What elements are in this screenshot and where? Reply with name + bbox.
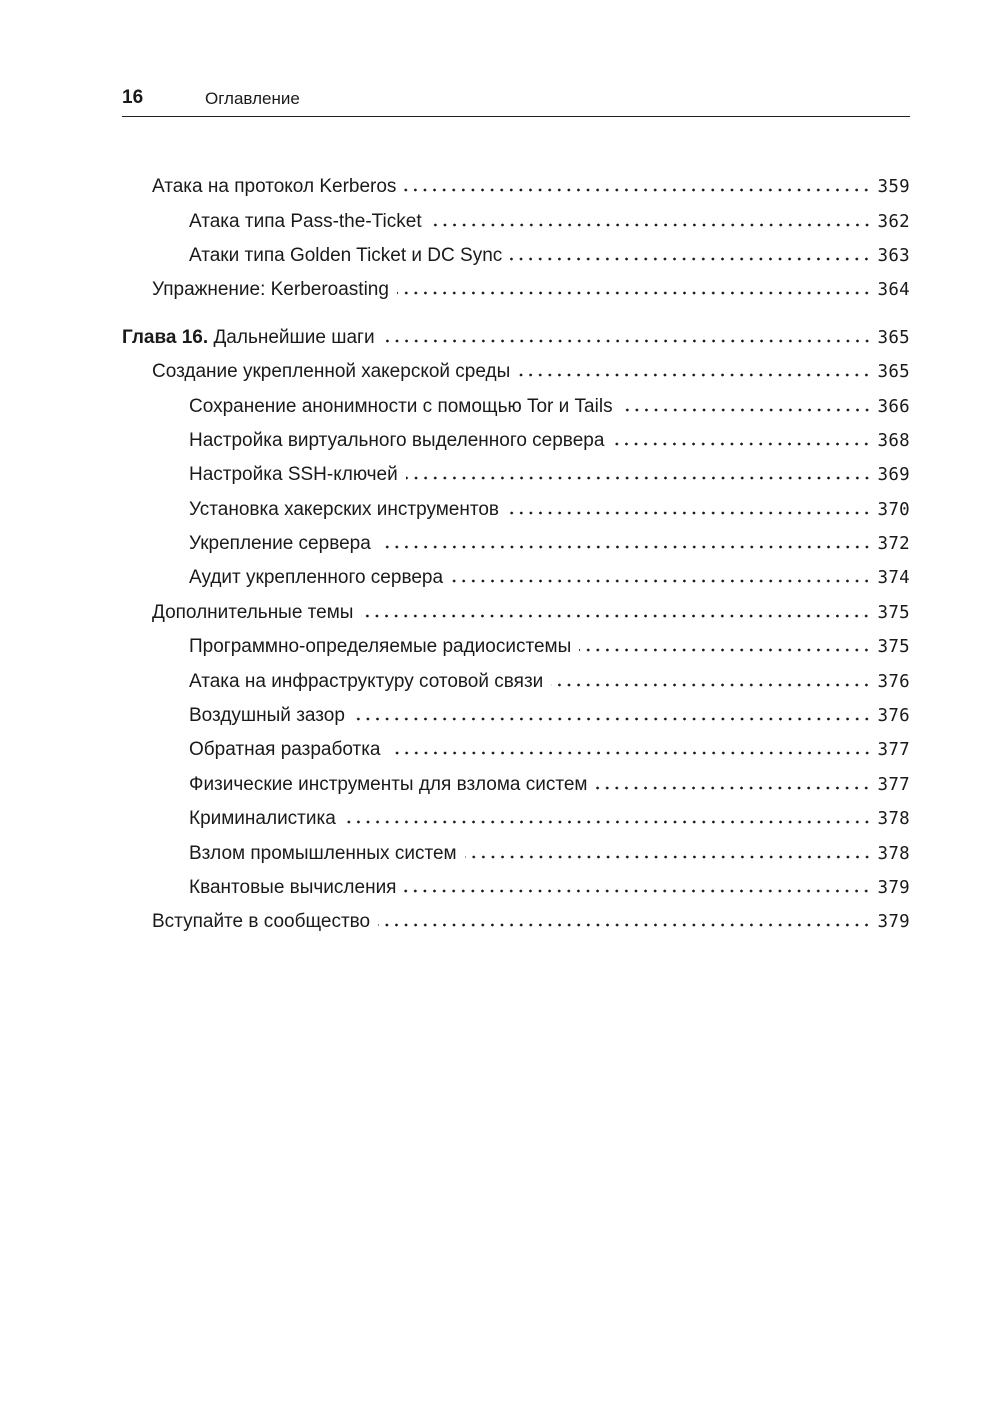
dot-leader bbox=[612, 434, 871, 453]
toc-entry-title bbox=[189, 533, 371, 555]
dot-leader bbox=[551, 675, 871, 694]
dot-leader bbox=[579, 641, 871, 660]
toc-title-text: Настройка SSH-ключей bbox=[189, 464, 398, 486]
toc-entry-title bbox=[189, 877, 396, 899]
toc-entry[interactable] bbox=[122, 204, 910, 238]
toc-entry[interactable] bbox=[122, 170, 910, 204]
toc-entry-title bbox=[189, 430, 604, 452]
toc-entry-title bbox=[189, 739, 381, 761]
dot-leader bbox=[451, 572, 871, 591]
toc-entry-title bbox=[152, 602, 353, 624]
toc-entry-title bbox=[152, 176, 396, 198]
toc-page-number: 364 bbox=[877, 280, 910, 301]
dot-leader bbox=[595, 778, 871, 797]
toc-title-text: Взлом промышленных систем bbox=[189, 842, 457, 864]
toc-entry[interactable] bbox=[122, 389, 910, 423]
toc-entry[interactable] bbox=[122, 630, 910, 664]
toc-entry[interactable] bbox=[122, 273, 910, 307]
toc-entry[interactable] bbox=[122, 493, 910, 527]
toc-title-text: Программно-определяемые радиосистемы bbox=[189, 636, 572, 658]
toc-entry[interactable] bbox=[122, 699, 910, 733]
toc-title-text: Атака типа Pass-the-Ticket bbox=[189, 210, 422, 232]
toc-title-text: Физические инструменты для взлома систем bbox=[189, 773, 588, 795]
toc-entry-title bbox=[189, 636, 571, 658]
toc-entry-title bbox=[189, 705, 345, 727]
toc-entry[interactable] bbox=[122, 664, 910, 698]
chapter-label: Глава 16. bbox=[122, 326, 209, 348]
toc-entry-title bbox=[189, 808, 336, 830]
toc-page-number: 378 bbox=[877, 809, 910, 830]
toc-page-number: 377 bbox=[877, 740, 910, 761]
toc-page-number: 359 bbox=[877, 177, 910, 198]
toc-entry-title bbox=[189, 464, 398, 486]
dot-leader bbox=[510, 249, 871, 268]
toc-entry[interactable] bbox=[122, 239, 910, 273]
page-number: 16 bbox=[122, 87, 144, 108]
toc-entry-title bbox=[152, 279, 389, 301]
toc-entry[interactable] bbox=[122, 871, 910, 905]
toc-page-number: 374 bbox=[877, 568, 910, 589]
toc-title-text: Дополнительные темы bbox=[152, 601, 354, 623]
dot-leader bbox=[465, 847, 872, 866]
dot-leader bbox=[404, 882, 871, 901]
toc-entry-title bbox=[189, 567, 443, 589]
toc-entry-title bbox=[122, 327, 375, 349]
toc-page-number: 362 bbox=[877, 211, 910, 232]
toc-title-text: Атаки типа Golden Ticket и DC Sync bbox=[189, 244, 503, 266]
toc-page-number: 365 bbox=[877, 327, 910, 348]
toc-entry[interactable] bbox=[122, 561, 910, 595]
toc-entry[interactable] bbox=[122, 836, 910, 870]
toc-title-text: Создание укрепленной хакерской среды bbox=[152, 361, 511, 383]
toc-page-number: 369 bbox=[877, 465, 910, 486]
toc-page-number: 379 bbox=[877, 878, 910, 898]
toc-entry[interactable] bbox=[122, 768, 910, 802]
toc-title-text: Дальнейшие шаги bbox=[213, 326, 375, 348]
toc-page-number: 376 bbox=[877, 706, 910, 727]
dot-leader bbox=[406, 469, 872, 488]
dot-leader bbox=[507, 503, 871, 522]
toc-entry[interactable] bbox=[122, 424, 910, 458]
toc-entry-title bbox=[189, 671, 543, 693]
toc-entry[interactable] bbox=[122, 905, 910, 939]
dot-leader bbox=[353, 710, 872, 729]
toc-title-text: Атака на инфраструктуру сотовой связи bbox=[189, 670, 544, 692]
toc-title-text: Квантовые вычисления bbox=[189, 877, 397, 898]
toc-entry[interactable] bbox=[122, 802, 910, 836]
toc-entry-title bbox=[189, 396, 613, 418]
running-title: Оглавление bbox=[205, 89, 300, 108]
table-of-contents bbox=[122, 170, 910, 940]
dot-leader bbox=[378, 916, 871, 935]
dot-leader bbox=[430, 215, 872, 234]
toc-title-text: Упражнение: Kerberoasting bbox=[152, 279, 389, 301]
toc-page-number: 372 bbox=[877, 534, 910, 555]
toc-page-number: 375 bbox=[877, 602, 910, 623]
toc-page-number: 378 bbox=[877, 843, 910, 864]
page-header bbox=[122, 86, 910, 117]
toc-page-number: 366 bbox=[877, 396, 910, 417]
toc-title-text: Сохранение анонимности с помощью Tor и Tails bbox=[189, 395, 613, 417]
toc-entry-title bbox=[152, 361, 510, 383]
toc-entry[interactable] bbox=[122, 355, 910, 389]
toc-entry[interactable] bbox=[122, 527, 910, 561]
dot-leader bbox=[361, 606, 871, 625]
toc-page-number: 363 bbox=[877, 245, 910, 266]
dot-leader bbox=[344, 813, 872, 832]
toc-entry-title bbox=[152, 911, 370, 933]
toc-entry-title bbox=[189, 499, 499, 521]
toc-entry[interactable] bbox=[122, 458, 910, 492]
toc-page-number: 376 bbox=[877, 671, 910, 692]
toc-entry[interactable] bbox=[122, 596, 910, 630]
toc-page-number: 365 bbox=[877, 362, 910, 383]
toc-entry-title bbox=[189, 211, 422, 233]
dot-leader bbox=[404, 181, 871, 200]
toc-page-number: 379 bbox=[877, 912, 910, 933]
dot-leader bbox=[518, 366, 871, 385]
toc-title-text: Обратная разработка bbox=[189, 739, 381, 761]
toc-entry-title bbox=[189, 843, 457, 865]
dot-leader bbox=[383, 331, 872, 350]
toc-title-text: Воздушный зазор bbox=[189, 705, 345, 727]
dot-leader bbox=[389, 744, 872, 763]
toc-title-text: Атака на протокол Kerberos bbox=[152, 176, 397, 198]
dot-leader bbox=[621, 400, 872, 419]
toc-title-text: Аудит укрепленного сервера bbox=[189, 567, 444, 589]
toc-title-text: Настройка виртуального выделенного сервера bbox=[189, 429, 605, 451]
toc-entry[interactable] bbox=[122, 733, 910, 767]
toc-title-text: Укрепление сервера bbox=[189, 533, 371, 555]
toc-entry-title bbox=[189, 245, 502, 267]
toc-title-text: Криминалистика bbox=[189, 808, 336, 830]
toc-page-number: 368 bbox=[877, 430, 910, 451]
toc-page-number: 370 bbox=[877, 499, 910, 520]
toc-title-text: Вступайте в сообщество bbox=[152, 911, 371, 933]
toc-title-text: Установка хакерских инструментов bbox=[189, 498, 500, 520]
toc-chapter-entry[interactable] bbox=[122, 321, 910, 355]
dot-leader bbox=[379, 538, 872, 557]
toc-entry-title bbox=[189, 774, 587, 796]
toc-page-number: 377 bbox=[877, 774, 910, 795]
toc-page-number: 375 bbox=[877, 637, 910, 658]
dot-leader bbox=[397, 284, 872, 303]
